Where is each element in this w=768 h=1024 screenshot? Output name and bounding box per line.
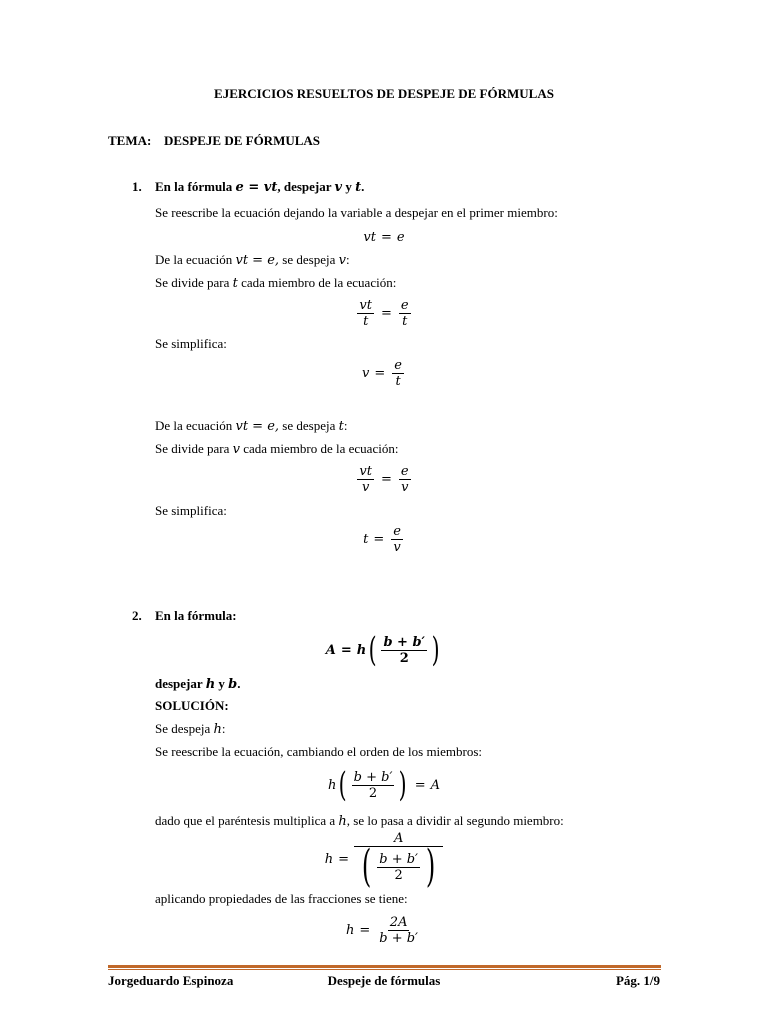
- ex2-number: 2.: [132, 608, 142, 623]
- ex2-statement: En la fórmula:: [155, 608, 237, 623]
- footer-rule-thick: [108, 965, 661, 968]
- ex2-aplicando: aplicando propiedades de las fracciones se tiene:: [155, 891, 408, 906]
- page-title: EJERCICIOS RESUELTOS DE DESPEJE DE FÓRMULAS: [214, 86, 554, 101]
- ex1-eq-vt-e: vt = e: [363, 229, 405, 245]
- ex2-eq-h-result: h = $\frac{2A}{b + b'}$: [345, 914, 419, 946]
- ex2-dado-que: dado que el paréntesis multiplica a h, se lo pasa a dividir al segundo miembro:: [155, 813, 564, 829]
- ex2-eq-main: A = h ( $\frac{b + b'}{2}$ ): [325, 630, 440, 670]
- footer-rule-thin: [108, 969, 661, 970]
- ex2-solucion: SOLUCIÓN:: [155, 698, 229, 713]
- ex2-eq-h-over-paren: h = A ( $\frac{b + b'}{2}$ ): [0, 832, 768, 886]
- ex1-line-rewrite: Se reescribe la ecuación dejando la variable a despejar en el primer miembro:: [155, 205, 558, 220]
- ex1-eq-v-result: v = $\frac{e}{t}$: [362, 357, 402, 389]
- ex1-eq-vt-over-v: $\frac{vt}{v}$ = $\frac{e}{v}$: [359, 463, 409, 495]
- ex1-simplify-1: Se simplifica:: [155, 336, 227, 351]
- tema-label: TEMA:: [108, 133, 152, 148]
- ex2-despejar: despejar h y b.: [155, 676, 241, 692]
- ex1-eq-t-result: t = $\frac{e}{v}$: [363, 523, 401, 555]
- footer-subject: Despeje de fórmulas: [327, 973, 441, 988]
- footer-page: Pág. 1/9: [615, 973, 660, 988]
- ex1-statement: En la fórmula e = vt, despejar v y t.: [155, 179, 365, 195]
- footer-author: Jorgeduardo Espinoza: [108, 973, 234, 988]
- ex1-step-t: De la ecuación vt = e, se despeja t:: [155, 418, 348, 434]
- ex1-step-v: De la ecuación vt = e, se despeja v:: [155, 252, 350, 268]
- ex2-eq-swapped: h ( $\frac{b + b'}{2}$ ) = A: [328, 765, 440, 805]
- ex1-divide-v: Se divide para v cada miembro de la ecuación:: [155, 441, 399, 457]
- ex1-eq-vt-over-t: $\frac{vt}{t}$ = $\frac{e}{t}$: [359, 297, 409, 329]
- ex2-se-despeja-h: Se despeja h:: [155, 721, 226, 737]
- ex1-divide-t: Se divide para t cada miembro de la ecuación:: [155, 275, 397, 291]
- tema-value: DESPEJE DE FÓRMULAS: [164, 133, 321, 148]
- ex2-reescribe: Se reescribe la ecuación, cambiando el orden de los miembros:: [155, 744, 483, 759]
- ex1-number: 1.: [132, 179, 142, 194]
- ex1-simplify-2: Se simplifica:: [155, 503, 227, 518]
